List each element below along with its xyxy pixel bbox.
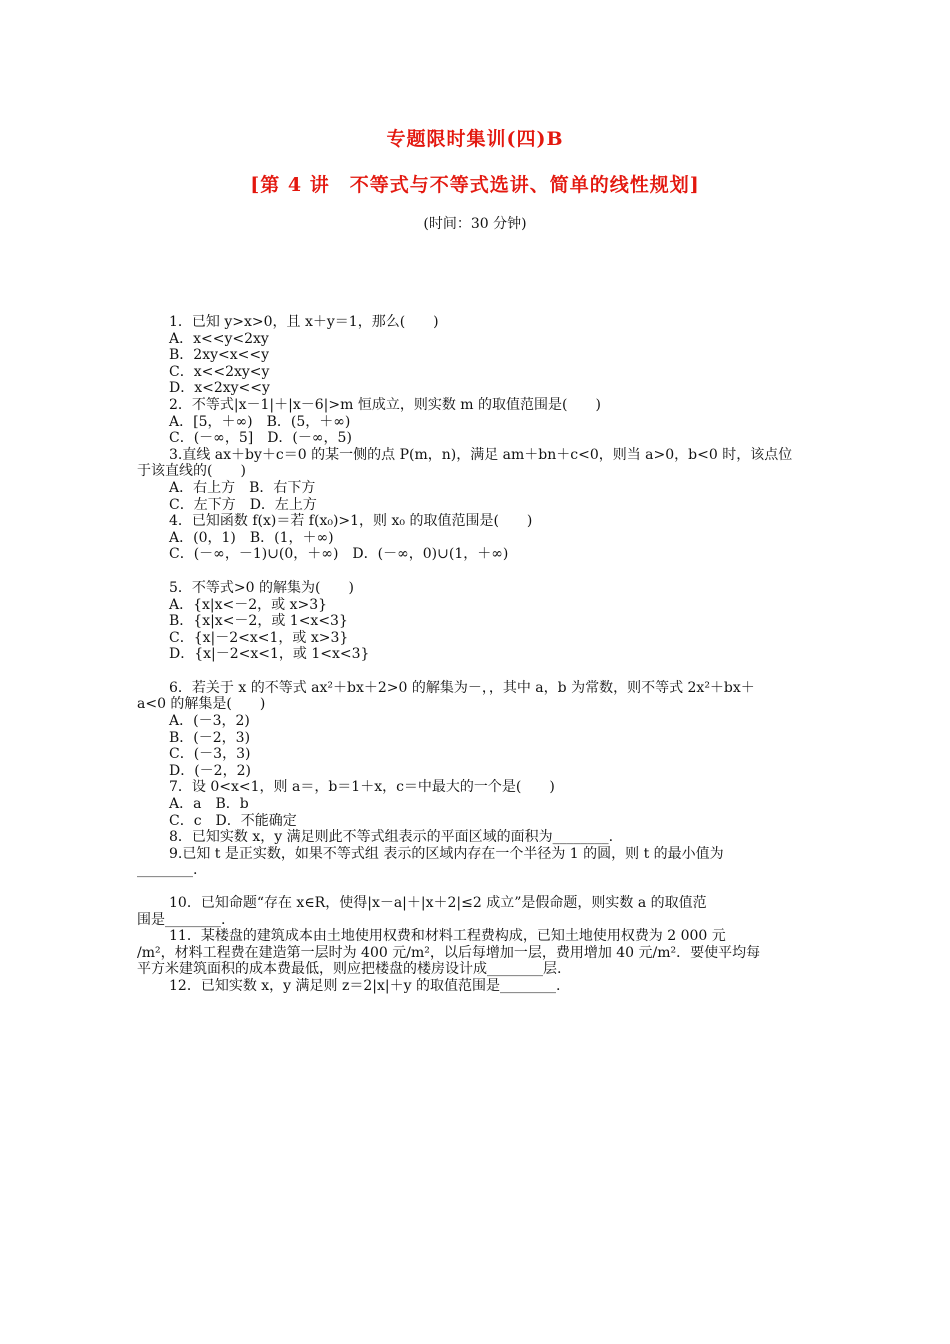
question-4-options-cd: C．(－∞，－1)∪(0，＋∞) D．(－∞，0)∪(1，＋∞): [169, 546, 509, 563]
question-11-stem-line2: /m²，材料工程费在建造第一层时为 400 元/m²，以后每增加一层，费用增加 40 元/m²．要使平均每: [137, 944, 761, 961]
spacer: [137, 879, 817, 895]
question-6-option-b: B．(－2，3): [169, 729, 251, 746]
question-5-stem: 5．不等式>0 的解集为( ): [169, 579, 354, 596]
question-7-stem: 7．设 0<x<1，则 a＝，b＝1＋x，c＝中最大的一个是( ): [169, 779, 555, 796]
question-3-stem-line1: 3.直线 ax＋by＋c＝0 的某一侧的点 P(m，n)，满足 am＋bn＋c<0，则当 a>0，b<0 时，该点位: [169, 446, 793, 463]
question-10-stem-line2: 围是________.: [137, 911, 226, 928]
spacer: [137, 663, 817, 680]
question-9-stem-line1: 9.已知 t 是正实数，如果不等式组 表示的区域内存在一个半径为 1 的圆，则 t 的最小值为: [169, 845, 724, 862]
page-title: 专题限时集训(四)B: [386, 128, 564, 150]
question-5-option-a: A．{x|x<－2，或 x>3}: [169, 596, 328, 613]
question-5-option-d: D．{x|－2<x<1，或 1<x<3}: [169, 646, 370, 663]
question-11-stem-line3: 平方米建筑面积的成本费最低，则应把楼盘的楼房设计成________层.: [137, 961, 562, 978]
question-7-options-ab: A．a B．b: [169, 796, 249, 813]
question-12-stem: 12．已知实数 x，y 满足则 z＝2|x|＋y 的取值范围是________.: [169, 977, 561, 994]
question-1-option-d: D．x<2xy<<y: [169, 380, 270, 397]
question-6-option-a: A．(－3，2): [169, 713, 250, 730]
spacer: [137, 563, 817, 580]
question-7-options-cd: C．c D．不能确定: [169, 812, 297, 829]
question-3-options-cd: C．左下方 D．左上方: [169, 496, 317, 513]
question-4-stem: 4．已知函数 f(x)＝若 f(x₀)>1，则 x₀ 的取值范围是( ): [169, 513, 533, 530]
page-subtitle: [第 4 讲 不等式与不等式选讲、简单的线性规划]: [250, 174, 700, 196]
question-2-options-ab: A．[5，＋∞) B．(5，＋∞): [169, 413, 351, 430]
question-5-option-c: C．{x|－2<x<1，或 x>3}: [169, 629, 349, 646]
question-2-stem: 2．不等式|x－1|＋|x－6|>m 恒成立，则实数 m 的取值范围是( ): [169, 396, 601, 413]
question-6-option-d: D．(－2，2): [169, 762, 251, 779]
question-8-stem: 8．已知实数 x，y 满足则此不等式组表示的平面区域的面积为________.: [169, 829, 614, 846]
question-11-stem-line1: 11．某楼盘的建筑成本由土地使用权费和材料工程费构成，已知土地使用权费为 2 000 元: [169, 928, 726, 945]
question-9-stem-line2: ________.: [137, 862, 198, 879]
question-1-stem: 1．已知 y>x>0，且 x＋y＝1，那么( ): [169, 314, 439, 330]
question-5-option-b: B．{x|x<－2，或 1<x<3}: [169, 613, 348, 630]
question-1-option-b: B．2xy<x<<y: [169, 347, 269, 364]
question-10-stem-line1: 10．已知命题“存在 x∈R，使得|x－a|＋|x＋2|≤2 成立”是假命题，则实数 a 的取值范: [169, 895, 707, 911]
question-6-option-c: C．(－3，3): [169, 746, 251, 763]
question-3-stem-line2: 于该直线的( ): [137, 463, 246, 480]
question-2-options-cd: C．(－∞，5] D．(－∞，5): [169, 430, 352, 447]
question-1-option-a: A．x<<y<2xy: [169, 330, 269, 347]
question-4-options-ab: A．(0，1) B．(1，＋∞): [169, 529, 334, 546]
question-6-stem-line2: a<0 的解集是( ): [137, 696, 266, 713]
question-6-stem-line1: 6．若关于 x 的不等式 ax²＋bx＋2>0 的解集为－，，其中 a，b 为常数，则不等式 2x²＋bx＋: [169, 679, 755, 696]
question-list: [137, 314, 817, 995]
time-limit: (时间：30 分钟): [423, 216, 527, 232]
question-3-options-ab: A．右上方 B．右下方: [169, 479, 316, 496]
question-1-option-c: C．x<<2xy<y: [169, 363, 270, 380]
